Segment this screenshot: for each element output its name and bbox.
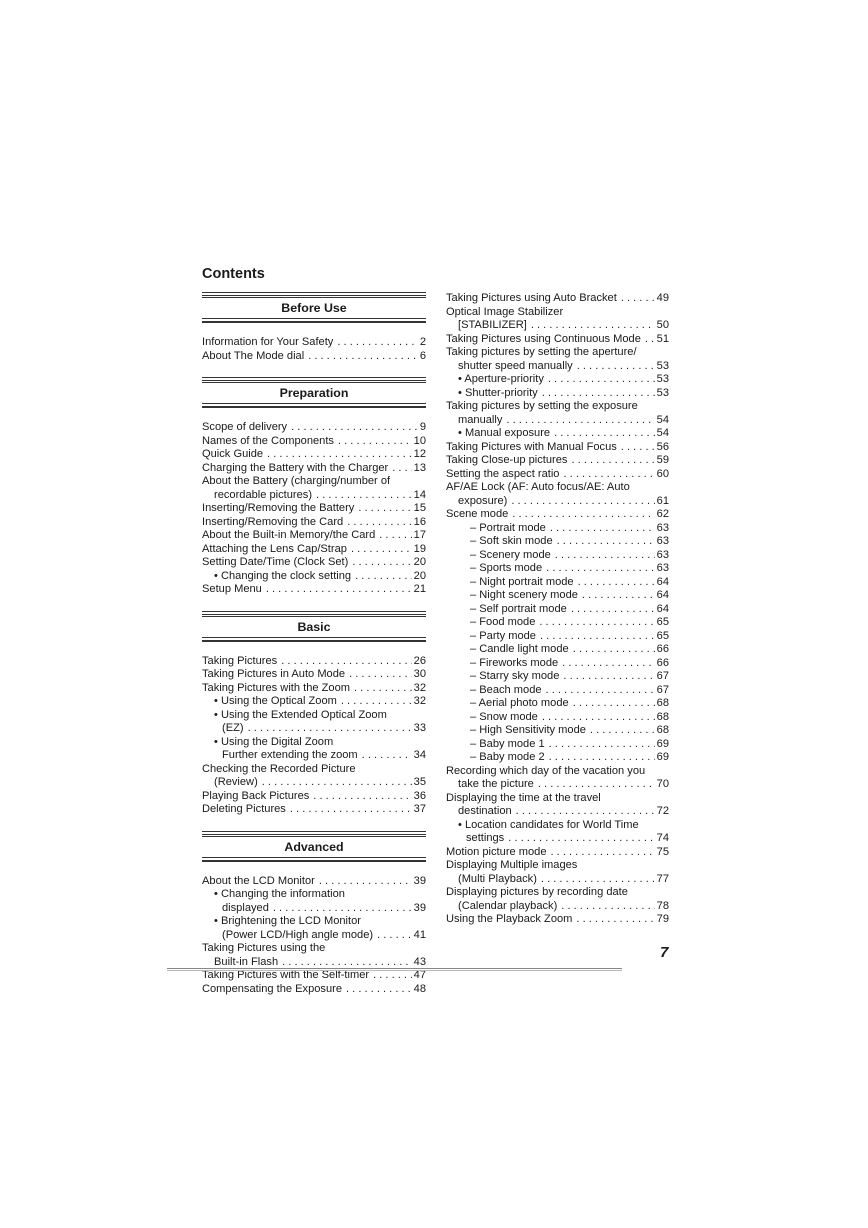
section-heading-before-use <box>202 292 426 324</box>
toc-entry[interactable]: Recording which day of the vacation you <box>446 764 646 777</box>
toc-entry[interactable]: Motion picture mode . . . 75 <box>446 846 669 860</box>
toc-entry[interactable]: Names of the Components . . . 10 <box>202 435 426 449</box>
toc-entry[interactable]: – Food mode . . . 65 <box>446 616 669 630</box>
toc-entry[interactable]: About the LCD Monitor . . . 39 <box>202 875 426 889</box>
footer-divider <box>167 968 622 971</box>
toc-entry[interactable]: Further extending the zoom . . . 34 <box>202 749 426 763</box>
toc-entry[interactable]: (Power LCD/High angle mode) . . . 41 <box>202 929 426 943</box>
toc-entry[interactable]: • Shutter-priority . . . 53 <box>446 387 669 401</box>
section-heading-advanced <box>202 831 426 863</box>
toc-entry[interactable]: AF/AE Lock (AF: Auto focus/AE: Auto <box>446 481 630 493</box>
toc-entry[interactable]: – Starry sky mode . . . 67 <box>446 670 669 684</box>
toc-entry[interactable]: Inserting/Removing the Battery . . . 15 <box>202 502 426 516</box>
toc-entry[interactable]: Attaching the Lens Cap/Strap . . . 19 <box>202 543 426 557</box>
toc-entry[interactable]: settings . . . 74 <box>446 832 669 846</box>
toc-entry[interactable]: [STABILIZER] . . . 50 <box>446 319 669 333</box>
toc-entry[interactable]: • Using the Extended Optical Zoom <box>214 708 387 721</box>
toc-entry[interactable]: Setup Menu . . . 21 <box>202 583 426 597</box>
toc-entry[interactable]: manually . . . 54 <box>446 414 669 428</box>
toc-entry[interactable]: Taking Pictures using Auto Bracket . . . 49 <box>446 292 669 306</box>
toc-entry[interactable]: Setting Date/Time (Clock Set) . . . 20 <box>202 556 426 570</box>
toc-entry[interactable]: • Using the Digital Zoom <box>214 735 334 748</box>
toc-entry[interactable]: – Self portrait mode . . . 64 <box>446 603 669 617</box>
toc-entry[interactable]: Taking Pictures using Continuous Mode . . . 51 <box>446 333 669 347</box>
toc-entry[interactable]: Taking Pictures with the Zoom . . . 32 <box>202 682 426 696</box>
toc-entry[interactable]: Scene mode . . . 62 <box>446 508 669 522</box>
toc-entry[interactable]: – Baby mode 2 . . . 69 <box>446 751 669 765</box>
section-heading-basic <box>202 611 426 643</box>
toc-entry[interactable]: Deleting Pictures . . . 37 <box>202 803 426 817</box>
toc-entry[interactable]: Taking Pictures with Manual Focus . . . 56 <box>446 441 669 455</box>
toc-entry[interactable]: Taking Pictures . . . 26 <box>202 655 426 669</box>
toc-entry[interactable]: About the Battery (charging/number of <box>202 475 391 487</box>
toc-entry[interactable]: Quick Guide . . . 12 <box>202 448 426 462</box>
toc-entry[interactable]: – Night scenery mode . . . 64 <box>446 589 669 603</box>
toc-entry[interactable]: Taking pictures by setting the exposure <box>446 400 638 412</box>
toc-left-column <box>202 292 426 996</box>
toc-entry[interactable]: – Snow mode . . . 68 <box>446 711 669 725</box>
toc-entry[interactable]: Information for Your Safety . . . 2 <box>202 336 426 350</box>
toc-entry[interactable]: Built-in Flash . . . 43 <box>202 956 426 970</box>
page-title: Contents <box>202 266 265 282</box>
toc-entry[interactable]: • Changing the clock setting . . . 20 <box>202 570 426 584</box>
toc-entry[interactable]: Compensating the Exposure . . . 48 <box>202 983 426 997</box>
toc-entry[interactable]: Taking pictures by setting the aperture/ <box>446 346 637 358</box>
toc-entry[interactable]: Scope of delivery . . . 9 <box>202 421 426 435</box>
section-title: Before Use <box>281 301 347 315</box>
toc-entry[interactable]: Displaying Multiple images <box>446 859 578 871</box>
toc-entry[interactable]: Inserting/Removing the Card . . . 16 <box>202 516 426 530</box>
toc-entry[interactable]: • Using the Optical Zoom . . . 32 <box>202 695 426 709</box>
toc-entry[interactable]: take the picture . . . 70 <box>446 778 669 792</box>
toc-entry[interactable]: – Portrait mode . . . 63 <box>446 522 669 536</box>
toc-entry[interactable]: • Aperture-priority . . . 53 <box>446 373 669 387</box>
toc-entry[interactable]: (Review) . . . 35 <box>202 776 426 790</box>
toc-right-column <box>446 292 669 927</box>
toc-entry[interactable]: Charging the Battery with the Charger . . . 13 <box>202 462 426 476</box>
toc-entry[interactable]: Displaying the time at the travel <box>446 791 601 804</box>
section-title: Advanced <box>284 839 344 854</box>
section-heading-preparation <box>202 377 426 409</box>
toc-entry[interactable]: Taking Pictures using the <box>202 942 326 954</box>
toc-entry[interactable]: • Brightening the LCD Monitor <box>214 915 361 927</box>
toc-entry[interactable]: Optical Image Stabilizer <box>446 305 564 318</box>
toc-entry[interactable]: displayed . . . 39 <box>202 902 426 916</box>
toc-entry[interactable]: – Beach mode . . . 67 <box>446 684 669 698</box>
toc-entry[interactable]: – Party mode . . . 65 <box>446 630 669 644</box>
toc-entry[interactable]: Displaying pictures by recording date <box>446 886 628 898</box>
toc-entry[interactable]: – Scenery mode . . . 63 <box>446 549 669 563</box>
toc-entry[interactable]: – Sports mode . . . 63 <box>446 562 669 576</box>
toc-entry[interactable]: Using the Playback Zoom . . . 79 <box>446 913 669 927</box>
toc-entry[interactable]: About the Built-in Memory/the Card . . . 17 <box>202 529 426 543</box>
toc-entry[interactable]: Playing Back Pictures . . . 36 <box>202 790 426 804</box>
toc-entry[interactable]: destination . . . 72 <box>446 805 669 819</box>
section-title: Preparation <box>279 386 349 400</box>
toc-entry[interactable]: – Aerial photo mode . . . 68 <box>446 697 669 711</box>
toc-entry[interactable]: recordable pictures) . . . 14 <box>202 489 426 503</box>
toc-entry[interactable]: (Multi Playback) . . . 77 <box>446 873 669 887</box>
toc-entry[interactable]: (EZ) . . . 33 <box>202 722 426 736</box>
toc-entry[interactable]: • Location candidates for World Time <box>458 818 639 831</box>
toc-entry[interactable]: shutter speed manually . . . 53 <box>446 360 669 374</box>
toc-entry[interactable]: exposure) . . . 61 <box>446 495 669 509</box>
toc-entry[interactable]: – Fireworks mode . . . 66 <box>446 657 669 671</box>
toc-entry[interactable]: Checking the Recorded Picture <box>202 762 356 775</box>
toc-entry[interactable]: – Candle light mode . . . 66 <box>446 643 669 657</box>
toc-entry[interactable]: – High Sensitivity mode . . . 68 <box>446 724 669 738</box>
section-title: Basic <box>297 619 331 634</box>
toc-entry[interactable]: Setting the aspect ratio . . . 60 <box>446 468 669 482</box>
toc-entry[interactable]: – Soft skin mode . . . 63 <box>446 535 669 549</box>
toc-entry[interactable]: • Manual exposure . . . 54 <box>446 427 669 441</box>
toc-entry[interactable]: – Night portrait mode . . . 64 <box>446 576 669 590</box>
toc-entry[interactable]: • Changing the information <box>214 888 345 900</box>
toc-entry[interactable]: (Calendar playback) . . . 78 <box>446 900 669 914</box>
toc-entry[interactable]: About The Mode dial . . . 6 <box>202 350 426 364</box>
toc-entry[interactable]: Taking Pictures in Auto Mode . . . 30 <box>202 668 426 682</box>
toc-entry[interactable]: Taking Close-up pictures . . . 59 <box>446 454 669 468</box>
toc-entry[interactable]: – Baby mode 1 . . . 69 <box>446 738 669 752</box>
page-number: 7 <box>660 944 669 961</box>
toc-entry[interactable]: Taking Pictures with the Self-timer . . . 47 <box>202 969 426 983</box>
